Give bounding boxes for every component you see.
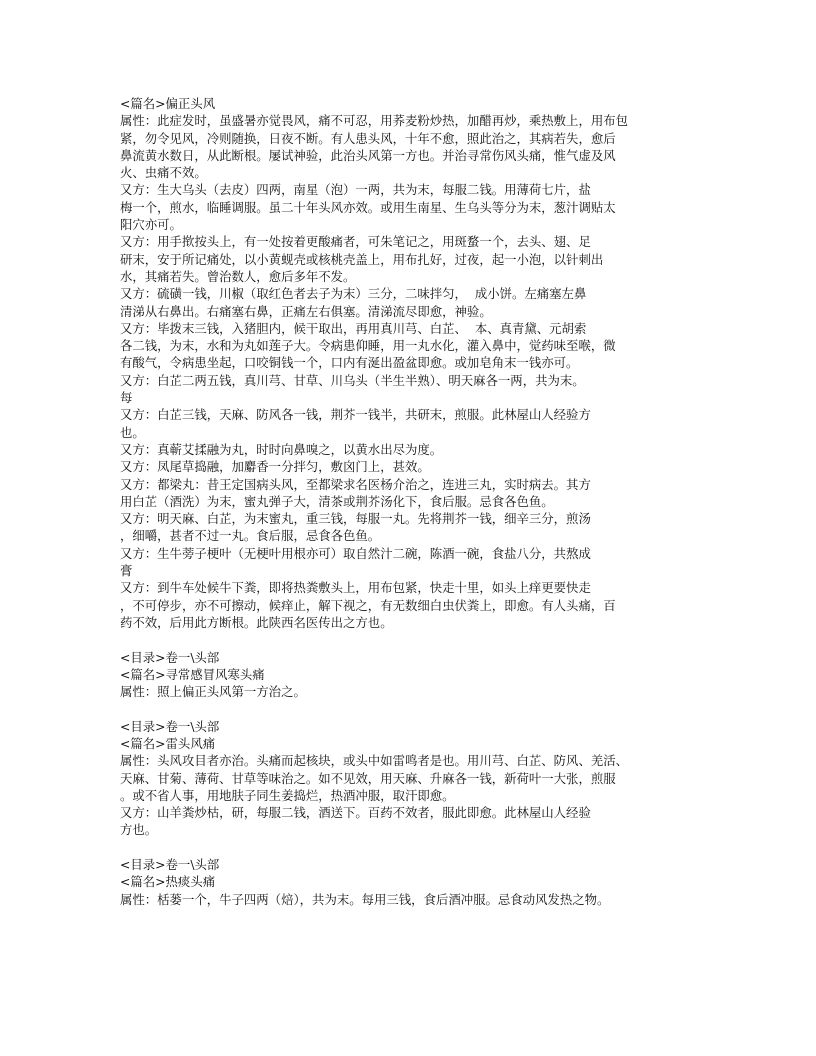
text-line: 用白芷（酒洗）为末，蜜丸弹子大，清茶或荆芥汤化下，食后服。忌食各色鱼。 [120,493,554,509]
text-line: <篇名>偏正头风 [120,96,216,111]
text-line: 又方：用手揿按头上，有一处按着更酸痛者，可朱笔记之，用斑蝥一个，去头、翅、足 [120,234,591,250]
text-line: 水，其痛若失。曾治数人，愈后多年不发。 [120,268,356,284]
text-line: 紧，勿令见风，冷则随换，日夜不断。有人患头风，十年不愈，照此治之，其病若失，愈后 [120,130,616,146]
text-line: ，不可停步，亦不可擦动，候痒止，解下视之，有无数细白虫伏粪上，即愈。有人头痛，百 [120,597,616,613]
section-title: <篇名>寻常感冒风寒头痛 [120,666,265,682]
text-line: 研末，安于所记痛处，以小黄蚬壳或核桃壳盖上，用布扎好，过夜，起一小泡，以针刺出 [120,251,604,267]
text-line: 阳穴亦可。 [120,217,182,233]
text-line: 火、虫痛不效。 [120,165,207,181]
text-line: 又方：白芷二两五钱，真川芎、甘草、川乌头（半生半熟）、明天麻各一两，共为末。 [120,372,585,388]
section-title: <篇名>雷头风痛 [120,735,216,751]
text-line: 方也。 [120,822,158,838]
blank-line [120,700,700,717]
text-line: 梅一个，煎水，临睡调服。虽二十年头风亦效。或用生南星、生乌头等分为末，葱汁调贴太 [120,199,616,215]
text-line: 天麻、甘菊、薄荷、甘草等味治之。如不见效，用天麻、升麻各一钱，新荷叶一大张，煎服 [120,770,616,786]
text-line: 有酸气，令病患坐起，口咬铜钱一个，口内有涎出盈盆即愈。或加皂角末一钱亦可。 [120,355,579,371]
text-line: 属性：栝蒌一个，牛子四两（焙），共为末。每用三钱，食后酒冲服。忌食动风发热之物。 [120,891,610,907]
text-line: 属性：照上偏正头风第一方治之。 [120,684,306,700]
document-page [120,95,700,908]
text-line: 又方：毕拨末三钱，入猪胆内，候干取出，再用真川芎、白芷、 本、真青黛、元胡索 [120,320,587,336]
text-line: 鼻流黄水数日，从此断根。屡试神验，此治头风第一方也。并治寻常伤风头痛，惟气虚及风 [120,147,616,163]
text-line: 。或不省人事，用地肤子同生姜捣烂，热酒冲服，取汗即愈。 [120,787,455,803]
text-line: 又方：都梁丸：昔王定国病头风，至都梁求名医杨介治之，连进三丸，实时病去。其方 [120,476,591,492]
text-line: 又方：白芷三钱，天麻、防风各一钱，荆芥一钱半，共研末，煎服。此林屋山人经验方 [120,407,591,423]
text-line: 又方：到牛车处候牛下粪，即将热粪敷头上，用布包紧，快走十里，如头上痒更要快走 [120,580,591,596]
text-line: 又方：生大乌头（去皮）四两，南星（泡）一两，共为末，每服二钱。用薄荷七片，盐 [120,182,591,198]
text-line: 属性：此症发时，虽盛暑亦觉畏风，痛不可忍，用荞麦粉炒热，加醋再炒，乘热敷上，用布包 [120,113,629,129]
text-line: 各二钱，为末，水和为丸如莲子大。令病患仰睡，用一丸水化，灌入鼻中，觉药味至喉，微 [120,338,616,354]
text-line: 膏 [120,563,133,579]
toc-line: <目录>卷一\头部 [120,857,220,873]
text-line: 每 [120,390,133,406]
text-line: 清涕从右鼻出。右痛塞右鼻，正痛左右俱塞。清涕流尽即愈，神验。 [120,303,492,319]
toc-line: <目录>卷一\头部 [120,718,220,734]
toc-line: <目录>卷一\头部 [120,649,220,665]
text-line: 属性：头风攻目者亦治。头痛而起核块，或头中如雷鸣者是也。用川芎、白芷、防风、羌活、 [120,753,629,769]
blank-line [120,839,700,856]
text-line: 又方：生牛蒡子梗叶（无梗叶用根亦可）取自然汁二碗，陈酒一碗，食盐八分，共熬成 [120,545,591,561]
text-line: 也。 [120,424,145,440]
text-line: 药不效，后用此方断根。此陕西名医传出之方也。 [120,614,393,630]
blank-line [120,631,700,648]
text-line: 又方：山羊粪炒枯，研，每服二钱，酒送下。百药不效者，服此即愈。此林屋山人经验 [120,805,591,821]
text-line: 又方：真蕲艾揉融为丸，时时向鼻嗅之，以黄水出尽为度。 [120,441,443,457]
text-line: 又方：凤尾草捣融，加麝香一分拌匀，敷囟门上，甚效。 [120,459,430,475]
section-title: <篇名>热痰头痛 [120,874,216,890]
text-line: ，细嚼，甚者不过一丸。食后服，忌食各色鱼。 [120,528,381,544]
text-line: 又方：明天麻、白芷，为末蜜丸，重三钱，每服一丸。先将荆芥一钱，细辛三分，煎汤 [120,511,591,527]
text-line: 又方：硫磺一钱，川椒（取红色者去子为末）三分，二味拌匀， 成小饼。左痛塞左鼻 [120,286,587,302]
